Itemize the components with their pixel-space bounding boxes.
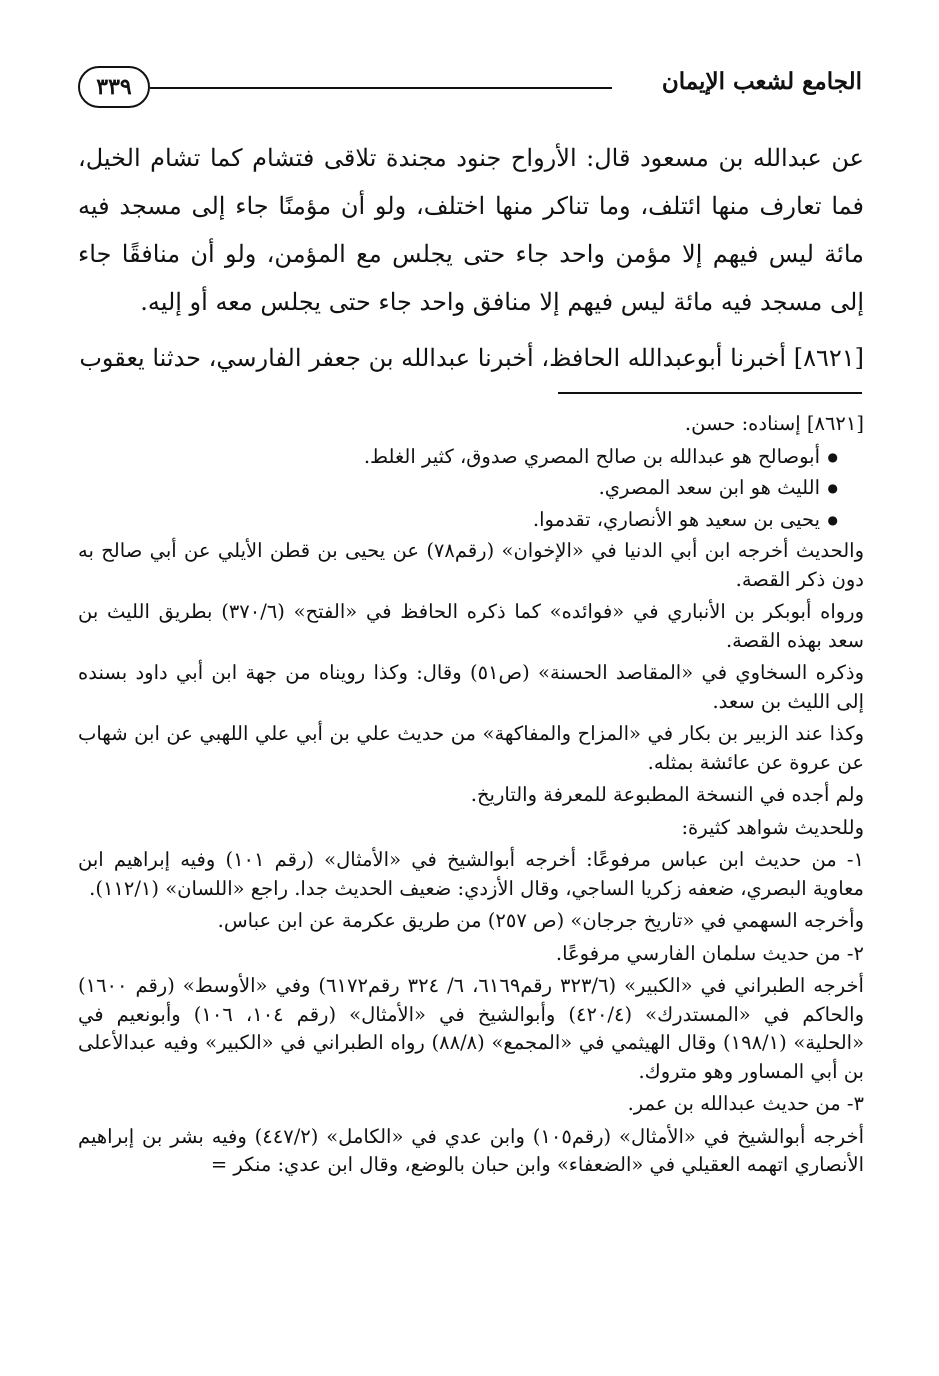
footnote-paragraph: وذكره السخاوي في «المقاصد الحسنة» (ص٥١) وقال: وكذا رويناه من جهة ابن أبي داود بسنده إلى الليث بن سعد.: [78, 661, 864, 713]
main-paragraph: عن عبدالله بن مسعود قال: الأرواح جنود مجندة تلاقى فتشام كما تشام الخيل، فما تعارف منها ائتلف، وما تناكر منها اختلف، ولو أن مؤمنًا جاء إلى مسجد فيه مائة ليس فيهم إلا مؤمن واحد جاء حتى يجلس مع المؤمن، ولو أن منافقًا جاء إلى مسجد فيه مائة ليس فيهم إلا منافق واحد جاء حتى يجلس معه أو إليه.: [78, 144, 864, 316]
footnote-paragraph: ورواه أبوبكر بن الأنباري في «فوائده» كما ذكره الحافظ في «الفتح» (٣٧٠/٦) بطريق الليث بن سعد بهذه القصة.: [78, 600, 864, 652]
footnote-paragraph: ٣- من حديث عبدالله بن عمر.: [627, 1092, 864, 1115]
footnote-paragraph: أخرجه الطبراني في «الكبير» (٣٢٣/٦ رقم٦١٦٩، ٦/ ٣٢٤ رقم٦١٧٢) وفي «الأوسط» (رقم ١٦٠٠) والحاكم في «المستدرك» (٤٢٠/٤) وأبوالشيخ في «الأمثال» (رقم ١٠٤، ١٠٦) وأبونعيم في «الحلية» (١٩٨/١) وقال الهيثمي في «المجمع» (٨٨/٨) رواه الطبراني في «الكبير» وفيه عبدالأعلى بن أبي المساور وهو متروك.: [78, 974, 864, 1083]
footnote-paragraph: وللحديث شواهد كثيرة:: [681, 815, 864, 839]
page-number: ٣٣٩: [78, 66, 150, 108]
footnote-bullet: ● أبوصالح هو عبدالله بن صالح المصري صدوق، كثير الغلط.: [78, 443, 864, 472]
footnote-bullet: ● الليث هو ابن سعد المصري.: [78, 474, 864, 503]
footnote-paragraph: ١- من حديث ابن عباس مرفوعًا: أخرجه أبوالشيخ في «الأمثال» (رقم ١٠١) وفيه إبراهيم ابن معاوية البصري، ضعفه زكريا الساجي، وقال الأزدي: ضعيف الحديث جدا. راجع «اللسان» (١١٢/١).: [78, 848, 864, 900]
footnote-paragraph: وكذا عند الزبير بن بكار في «المزاح والمفاكهة» من حديث علي بن أبي علي اللهبي عن ابن شهاب عن عروة عن عائشة بمثله.: [78, 722, 864, 774]
footnote-paragraph: وأخرجه السهمي في «تاريخ جرجان» (ص ٢٥٧) من طريق عكرمة عن ابن عباس.: [217, 909, 864, 932]
footnote-paragraph: أخرجه أبوالشيخ في «الأمثال» (رقم١٠٥) وابن عدي في «الكامل» (٤٤٧/٢) وفيه بشر بن إبراهيم الأنصاري اتهمه العقيلي في «الضعفاء» وابن حبان بالوضع، وقال ابن عدي: منكر =: [78, 1124, 865, 1176]
footnote-paragraph: والحديث أخرجه ابن أبي الدنيا في «الإخوان» (رقم٧٨) عن يحيى بن قطن الأيلي عن أبي صالح به دون ذكر القصة.: [78, 539, 864, 591]
main-text: [78, 134, 864, 382]
footnote-separator: [558, 392, 862, 394]
footnote-bullet: ● يحيى بن سعيد هو الأنصاري، تقدموا.: [78, 506, 864, 535]
footnotes: [78, 410, 864, 1184]
page-header: [78, 62, 862, 114]
footnote-paragraph: ولم أجده في النسخة المطبوعة للمعرفة والتاريخ.: [470, 783, 864, 806]
footnote-heading: [٨٦٢١] إسناده: حسن.: [684, 412, 864, 435]
header-rule: [150, 87, 612, 89]
footnote-paragraph: ٢- من حديث سلمان الفارسي مرفوعًا.: [555, 941, 864, 965]
hadith-paragraph: [٨٦٢١] أخبرنا أبوعبدالله الحافظ، أخبرنا عبدالله بن جعفر الفارسي، حدثنا يعقوب: [79, 344, 864, 372]
book-title: الجامع لشعب الإيمان: [661, 68, 862, 95]
